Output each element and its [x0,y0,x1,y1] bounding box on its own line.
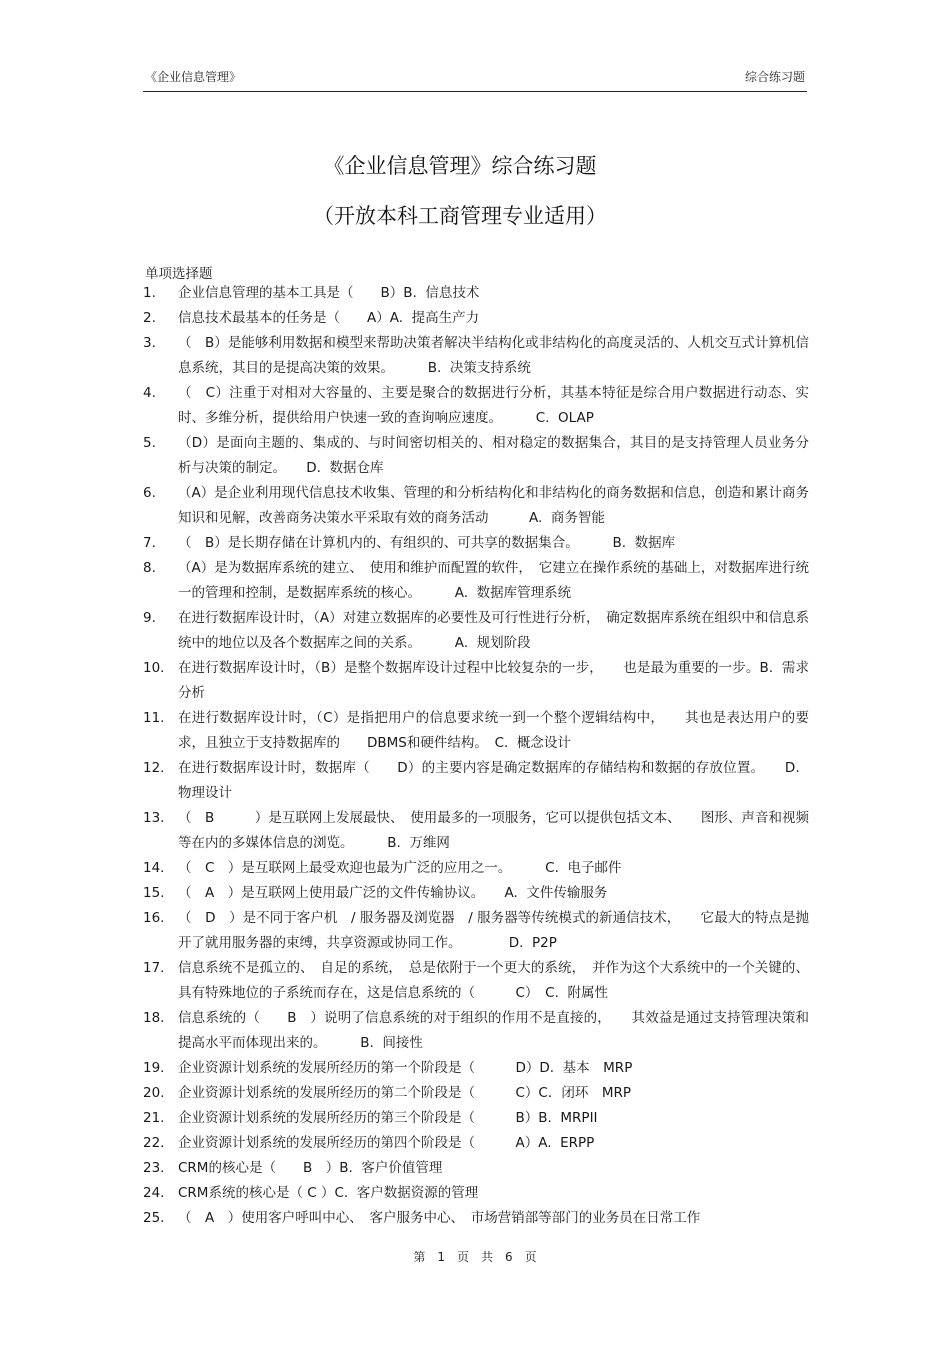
question-item [143,556,809,606]
question-text: （ C）注重于对相对大容量的、主要是聚合的数据进行分析，其基本特征是综合用户数据进行动态、实时、多维分析，提供给用户快速一致的查询响应速度。 C. OLAP [178,385,809,426]
question-item [143,1006,809,1056]
question-text: 企业资源计划系统的发展所经历的第三个阶段是（ B）B. MRPII [178,1110,598,1126]
question-text: 企业资源计划系统的发展所经历的第四个阶段是（ A）A. ERPP [178,1135,595,1151]
question-number: 19. [143,1060,165,1076]
question-number: 1. [143,285,156,301]
question-number: 16. [143,910,165,926]
question-text: 在进行数据库设计时，（A）对建立数据库的必要性及可行性进行分析， 确定数据库系统在组织中和信息系统中的地位以及各个数据库之间的关系。 A. 规划阶段 [178,610,809,651]
question-number: 22. [143,1135,165,1151]
question-number: 12. [143,760,165,776]
question-text: （A）是企业利用现代信息技术收集、管理的和分析结构化和非结构化的商务数据和信息，创造和累计商务知识和见解，改善商务决策水平采取有效的商务活动 A. 商务智能 [178,485,809,526]
question-number: 8. [143,560,156,576]
question-item [143,656,809,706]
header-divider [143,91,807,92]
question-number: 25. [143,1210,165,1226]
question-item [143,881,809,906]
question-item [143,856,809,881]
question-list [143,281,809,1231]
question-item [143,281,809,306]
question-item [143,756,809,806]
question-text: （ D ）是不同于客户机 / 服务器及浏览器 / 服务器等传统模式的新通信技术， 它最大的特点是抛开了就用服务器的束缚，共享资源或协同工作。 D. P2P [178,910,809,951]
question-number: 6. [143,485,156,501]
question-item [143,1206,809,1231]
question-item [143,1156,809,1181]
page-footer: 第 1 页 共 6 页 [413,1250,537,1264]
question-number: 7. [143,535,156,551]
question-item [143,706,809,756]
question-number: 5. [143,435,156,451]
question-number: 13. [143,810,165,826]
question-text: （ A ）是互联网上使用最广泛的文件传输协议。 A. 文件传输服务 [178,885,608,901]
question-text: 信息系统的（ B ）说明了信息系统的对于组织的作用不是直接的， 其效益是通过支持管理决策和提高水平而体现出来的。 B. 间接性 [178,1010,809,1051]
question-number: 15. [143,885,165,901]
question-item [143,1181,809,1206]
question-text: CRM的核心是（ B ）B. 客户价值管理 [178,1160,443,1176]
question-text: （D）是面向主题的、集成的、与时间密切相关的、相对稳定的数据集合，其目的是支持管理人员业务分析与决策的制定。 D. 数据仓库 [178,435,809,476]
question-text: 企业信息管理的基本工具是（ B）B. 信息技术 [178,285,480,301]
question-item [143,481,809,531]
question-item [143,531,809,556]
page-header-right: 综合练习题 [744,70,805,84]
question-text: 在进行数据库设计时，（C）是指把用户的信息要求统一到一个整个逻辑结构中， 其也是表达用户的要求，且独立于支持数据库的 DBMS和硬件结构。 C. 概念设计 [178,710,809,751]
question-number: 17. [143,960,165,976]
document-title: 《企业信息管理》综合练习题 [323,154,597,178]
question-text: 信息技术最基本的任务是（ A）A. 提高生产力 [178,310,480,326]
question-number: 21. [143,1110,165,1126]
question-item [143,1081,809,1106]
question-text: 企业资源计划系统的发展所经历的第一个阶段是（ D）D. 基本 MRP [178,1060,633,1076]
question-item [143,431,809,481]
question-text: 企业资源计划系统的发展所经历的第二个阶段是（ C）C．闭环 MRP [178,1085,632,1101]
question-item [143,306,809,331]
question-item [143,806,809,856]
question-number: 4. [143,385,156,401]
question-number: 14. [143,860,165,876]
question-text: （ B）是长期存储在计算机内的、有组织的、可共享的数据集合。 B. 数据库 [178,535,676,551]
question-text: CRM系统的核心是（ C ）C. 客户数据资源的管理 [178,1185,479,1201]
question-number: 9. [143,610,156,626]
question-text: （ B）是能够利用数据和模型来帮助决策者解决半结构化或非结构化的高度灵活的、人机交互式计算机信息系统，其目的是提高决策的效果。 B. 决策支持系统 [178,335,809,376]
question-item [143,606,809,656]
question-number: 24. [143,1185,165,1201]
question-item [143,1106,809,1131]
question-number: 23. [143,1160,165,1176]
question-text: （ A ）使用客户呼叫中心、 客户服务中心、 市场营销部等部门的业务员在日常工作 [178,1210,701,1226]
question-item [143,381,809,431]
question-text: （ C ）是互联网上最受欢迎也最为广泛的应用之一。 C. 电子邮件 [178,860,622,876]
question-number: 2. [143,310,156,326]
document-subtitle: （开放本科工商管理专业适用） [313,204,607,228]
question-item [143,956,809,1006]
page-header-left: 《企业信息管理》 [145,70,242,84]
question-number: 18. [143,1010,165,1026]
question-number: 20. [143,1085,165,1101]
question-text: 在进行数据库设计时，数据库（ D）的主要内容是确定数据库的存储结构和数据的存放位置。 D．物理设计 [178,760,809,801]
section-heading: 单项选择题 [145,266,213,282]
question-text: （ B ）是互联网上发展最快、 使用最多的一项服务，它可以提供包括文本、 图形、声音和视频等在内的多媒体信息的浏览。 B. 万维网 [178,810,809,851]
question-text: （A）是为数据库系统的建立、 使用和维护而配置的软件， 它建立在操作系统的基础上，对数据库进行统一的管理和控制，是数据库系统的核心。 A. 数据库管理系统 [178,560,809,601]
question-text: 在进行数据库设计时，（B）是整个数据库设计过程中比较复杂的一步， 也是最为重要的一步。B. 需求分析 [178,660,809,701]
question-number: 10. [143,660,165,676]
question-number: 11. [143,710,165,726]
question-item [143,906,809,956]
question-item [143,1056,809,1081]
question-item [143,331,809,381]
question-item [143,1131,809,1156]
question-number: 3. [143,335,156,351]
question-text: 信息系统不是孤立的、 自足的系统， 总是依附于一个更大的系统， 并作为这个大系统中的一个关键的、具有特殊地位的子系统而存在，这是信息系统的（ C） C. 附属性 [178,960,809,1001]
